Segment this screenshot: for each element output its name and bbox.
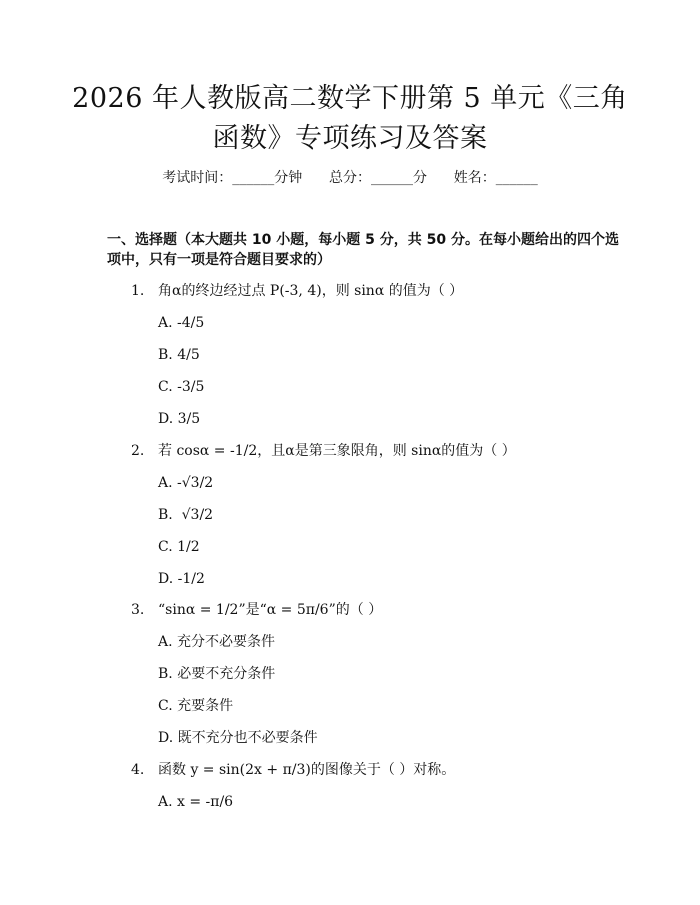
answer-option: C. 1/2 (158, 539, 200, 555)
answer-option: D. 3/5 (158, 411, 201, 427)
answer-option: A. x = -π/6 (158, 794, 234, 810)
exam-info-line: 考试时间：______分钟 总分：______分 姓名：______ (162, 170, 538, 186)
answer-option: C. -3/5 (158, 379, 205, 395)
question-text: 若 cosα = -1/2，且α是第三象限角，则 sinα的值为（ ） (158, 443, 516, 459)
section-header-line-2: 项中，只有一项是符合题目要求的） (107, 252, 331, 268)
question-number: 4. (131, 762, 145, 778)
answer-option: B. 4/5 (158, 347, 200, 363)
question-text: 角α的终边经过点 P(-3, 4)，则 sinα 的值为（ ） (158, 283, 464, 299)
answer-option: D. 既不充分也不必要条件 (158, 730, 318, 746)
question-number: 2. (131, 443, 145, 459)
section-header-line-1: 一、选择题（本大题共 10 小题，每小题 5 分，共 50 分。在每小题给出的四个选 (107, 232, 619, 248)
answer-option: B. √3/2 (158, 507, 214, 523)
question-text: 函数 y = sin(2x + π/3)的图像关于（ ）对称。 (158, 762, 456, 778)
answer-option: B. 必要不充分条件 (158, 666, 276, 682)
answer-option: D. -1/2 (158, 571, 205, 587)
answer-option: C. 充要条件 (158, 698, 234, 714)
question-number: 1. (131, 283, 145, 299)
document-title-line-1: 2026 年人教版高二数学下册第 5 单元《三角 (72, 83, 628, 114)
answer-option: A. -4/5 (158, 315, 205, 331)
document-title-line-2: 函数》专项练习及答案 (212, 123, 488, 154)
answer-option: A. 充分不必要条件 (158, 634, 276, 650)
question-text: “sinα = 1/2”是“α = 5π/6”的（ ） (158, 602, 383, 618)
question-number: 3. (131, 602, 145, 618)
answer-option: A. -√3/2 (158, 475, 214, 491)
